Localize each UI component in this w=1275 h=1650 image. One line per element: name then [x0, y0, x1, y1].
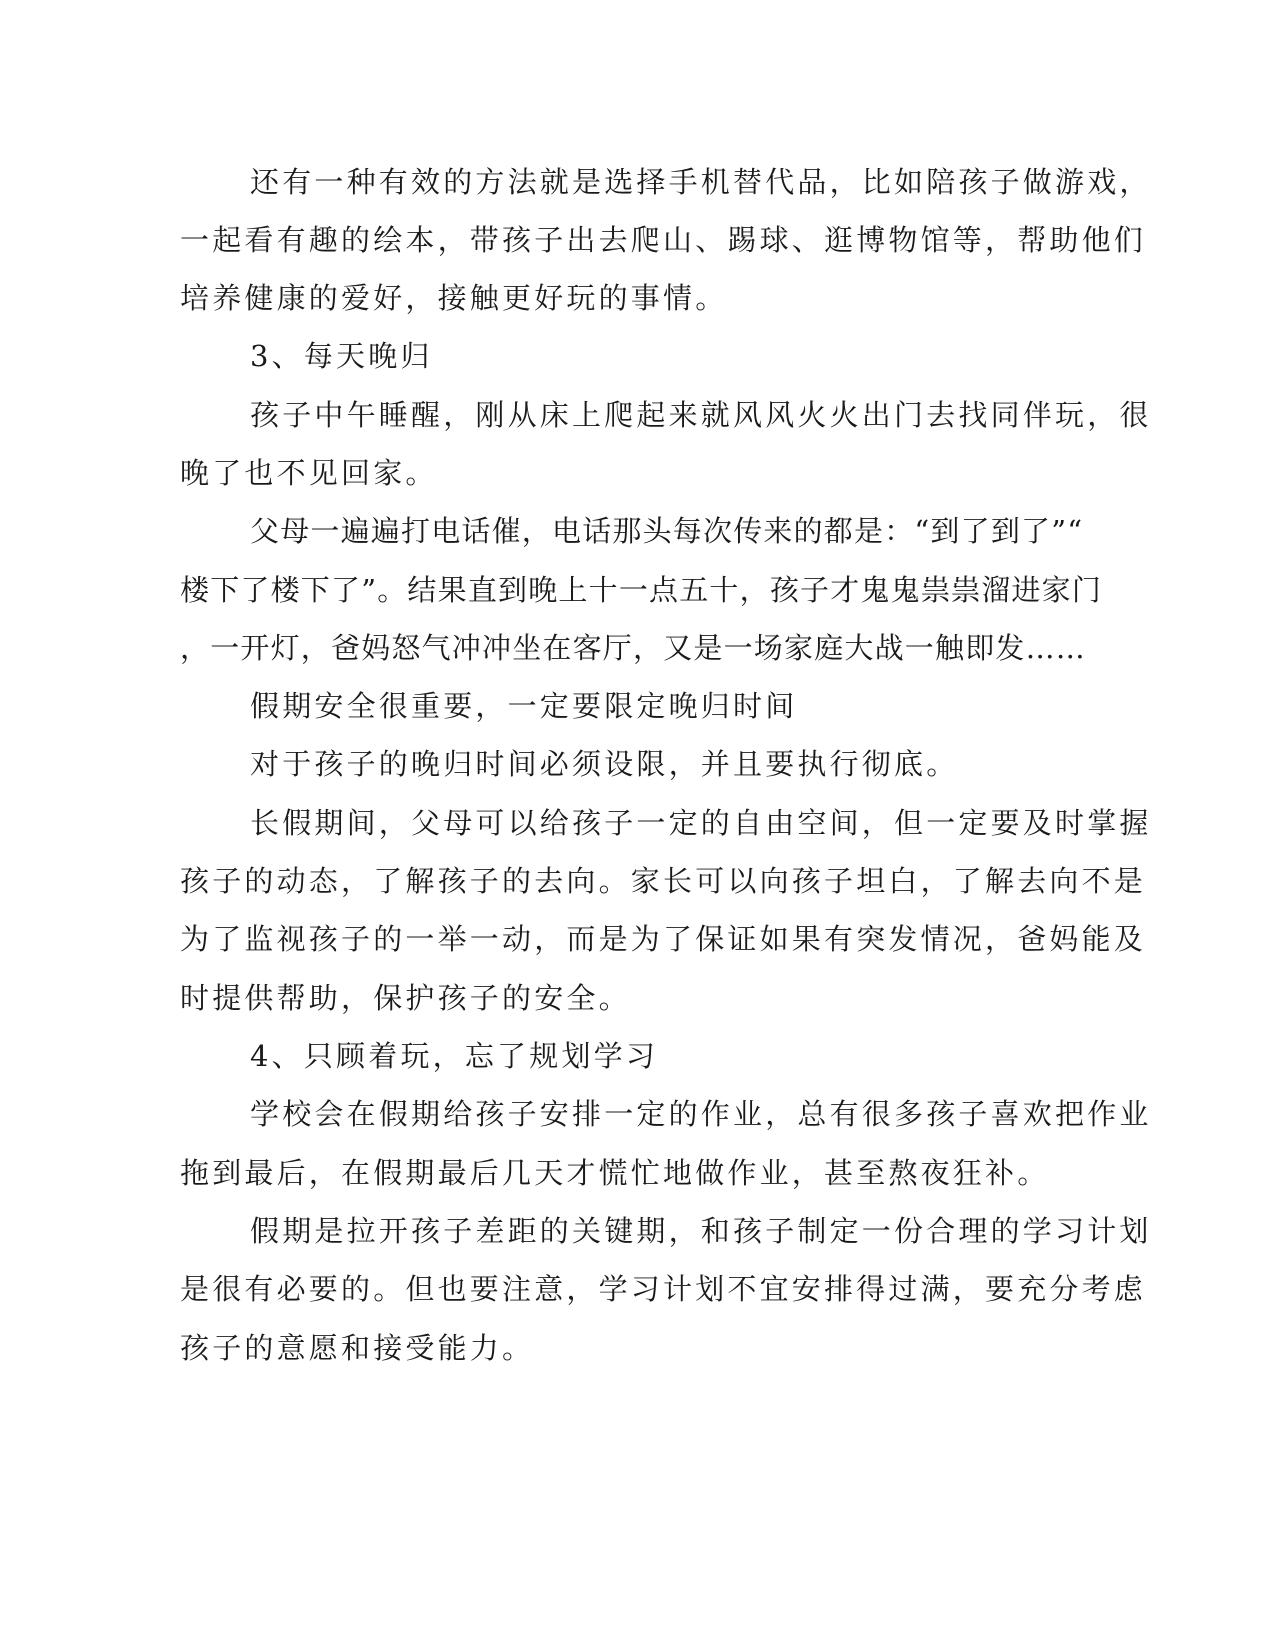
paragraph-line: 为了监视孩子的一举一动，而是为了保证如果有突发情况，爸妈能及: [180, 922, 1147, 956]
paragraph-line: 晚了也不见回家。: [180, 456, 438, 490]
paragraph-line: 还有一种有效的方法就是选择手机替代品，比如陪孩子做游戏，: [250, 165, 1152, 199]
paragraph-line: 拖到最后，在假期最后几天才慌忙地做作业，甚至熬夜狂补。: [180, 1156, 1050, 1190]
paragraph-line: 对于孩子的晚归时间必须设限，并且要执行彻底。: [250, 747, 959, 781]
paragraph-line: 学校会在假期给孩子安排一定的作业，总有很多孩子喜欢把作业: [250, 1097, 1152, 1131]
paragraph-line: 是很有必要的。但也要注意，学习计划不宜安排得过满，要充分考虑: [180, 1272, 1147, 1306]
paragraph-line: 培养健康的爱好，接触更好玩的事情。: [180, 281, 728, 315]
paragraph-line: 父母一遍遍打电话催，电话那头每次传来的都是：“到了到了”“: [250, 514, 1084, 548]
paragraph-line: 假期是拉开孩子差距的关键期，和孩子制定一份合理的学习计划: [250, 1214, 1152, 1248]
paragraph-line: 孩子的动态，了解孩子的去向。家长可以向孩子坦白，了解去向不是: [180, 864, 1147, 898]
section-heading: 3、每天晚归: [250, 339, 433, 373]
paragraph-line: 孩子的意愿和接受能力。: [180, 1331, 535, 1365]
section-heading: 4、只顾着玩，忘了规划学习: [250, 1039, 659, 1073]
paragraph-line: 孩子中午睡醒，刚从床上爬起来就风风火火出门去找同伴玩，很: [250, 398, 1152, 432]
paragraph-line: 假期安全很重要，一定要限定晚归时间: [250, 689, 798, 723]
paragraph-line: 一起看有趣的绘本，带孩子出去爬山、踢球、逛博物馆等，帮助他们: [180, 223, 1147, 257]
paragraph-line: 时提供帮助，保护孩子的安全。: [180, 981, 631, 1015]
paragraph-line: 长假期间，父母可以给孩子一定的自由空间，但一定要及时掌握: [250, 806, 1152, 840]
paragraph-line: ，一开灯，爸妈怒气冲冲坐在客厅，又是一场家庭大战一触即发……: [180, 631, 1087, 665]
paragraph-line: 楼下了楼下了”。结果直到晚上十一点五十，孩子才鬼鬼祟祟溜进家门: [180, 573, 1103, 607]
